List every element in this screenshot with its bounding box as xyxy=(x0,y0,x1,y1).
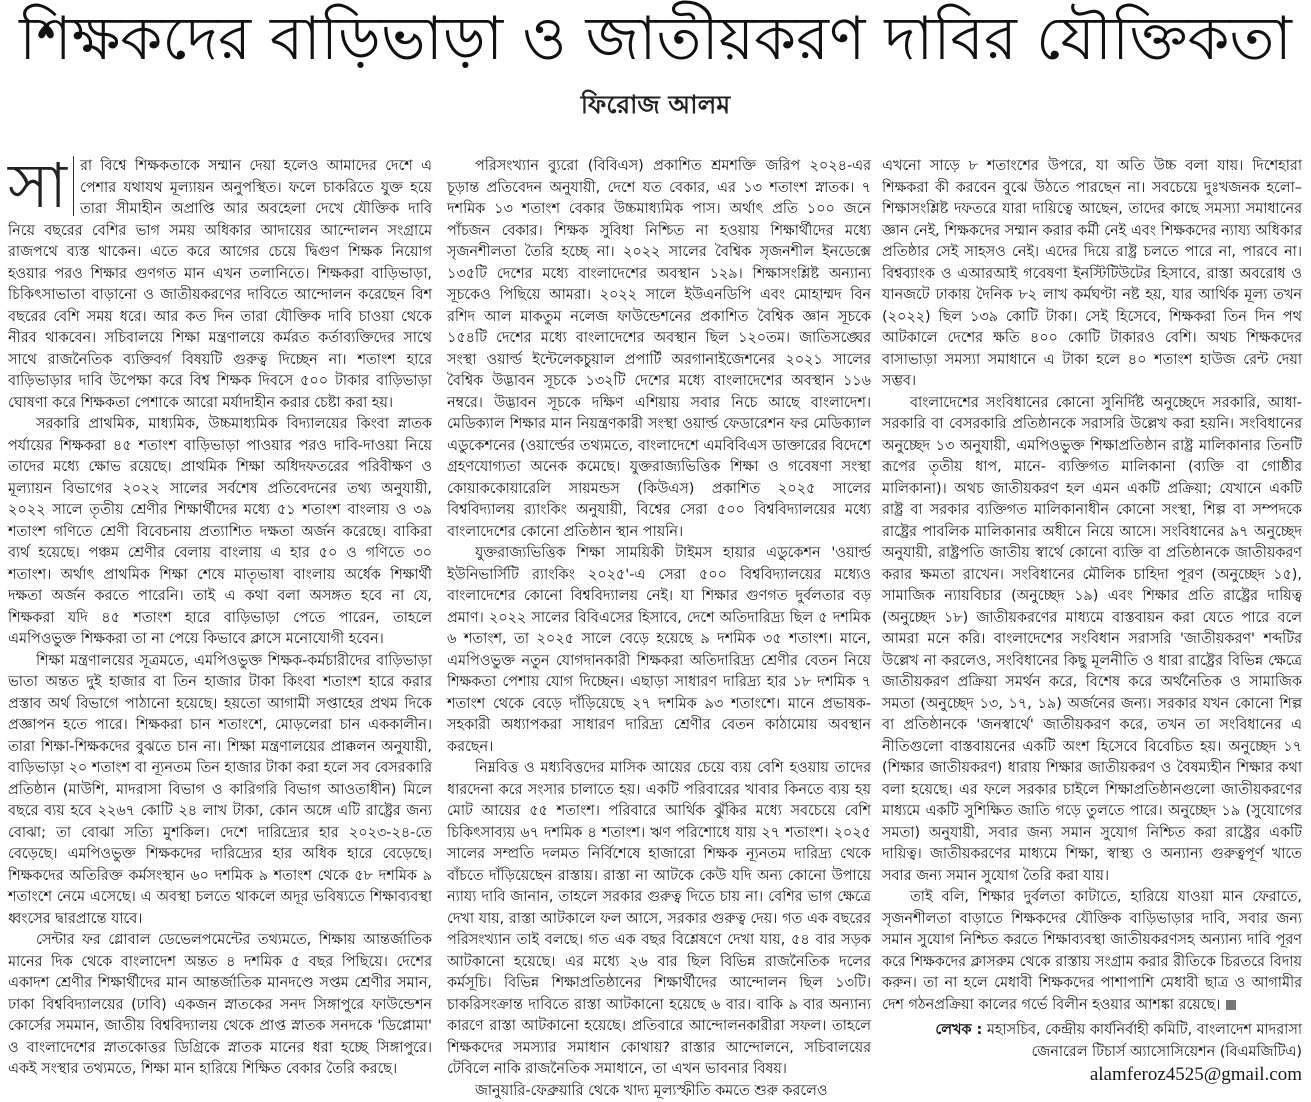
paragraph: এখনো সাড়ে ৮ শতাংশের উপরে, যা অতি উচ্চ বলা যায়। দিশেহারা শিক্ষকরা কী করবেন বুঝে উঠতে পারছেন না। সবচেয়ে দুঃখজনক হলো– শিক্ষাসংশ্লিষ্ট দফতরে যারা দায়িত্বে আছেন, তাদের কাছে সমস্যা সমাধানের জ্ঞান নেই, শিক্ষকদের সম্মান করার কর্মী নেই এবং শিক্ষকদের ন্যায্য অধিকার প্রতিষ্ঠার সেই সাহসও নেই। এদের দিয়ে রাষ্ট্র চলতে পারে না, পারবে না। বিশ্বব্যাংক ও এআরআই গবেষণা ইনস্টিটিউটের হিসাবে, রাস্তা অবরোধ ও যানজটে ঢাকায় দৈনিক ৮২ লাখ কর্মঘণ্টা নষ্ট হয়, যার আর্থিক মূল্য তখন (২০২২) ছিল ১৩৯ কোটি টাকা। সেই হিসেবে, শিক্ষকরা তিন দিন পথ আটকালে দেশের ক্ষতি ৪০০ কোটি টাকারও বেশি। অথচ শিক্ষকদের বাসাভাড়া সমস্যা সমাধানে এ টাকা হলে ৪০ শতাংশ হাউজ রেন্ট দেয়া সম্ভব। xyxy=(882,156,1302,393)
paragraph: বাংলাদেশের সংবিধানের কোনো সুনির্দিষ্ট অনুচ্ছেদে সরকারি, আধা-সরকারি বা বেসরকারি প্রতিষ্ঠানকে সরাসরি উল্লেখ করা হয়নি। সংবিধানের অনুচ্ছেদ ১৩ অনুযায়ী, এমপিওভুক্ত শিক্ষাপ্রতিষ্ঠান রাষ্ট্র মালিকানার তিনটি রূপের তৃতীয় ধাপ, মানে- ব্যক্তিগত মালিকানা (ব্যক্তি বা গোষ্ঠীর মালিকানা)। অথচ জাতীয়করণ হল এমন একটি প্রক্রিয়া; যেখানে একটি রাষ্ট্র বা সরকার ব্যক্তিগত মালিকানাধীন কোনো সংস্থা, শিল্প বা সম্পদকে রাষ্ট্রের পাবলিক মালিকানার অধীনে নিয়ে আসে। সংবিধানের ৯৭ অনুচ্ছেদ অনুযায়ী, রাষ্ট্রপতি জাতীয় স্বার্থে কোনো ব্যক্তি বা প্রতিষ্ঠানকে জাতীয়করণ করার ক্ষমতা রাখেন। সংবিধানের মৌলিক চাহিদা পূরণ (অনুচ্ছেদ ১৫), সামাজিক ন্যায়বিচার (অনুচ্ছেদ ১৯) এবং শিক্ষার প্রতি রাষ্ট্রের দায়িত্ব (অনুচ্ছেদ ১৮) জাতীয়করণের মাধ্যমে বাস্তবায়ন করা যেতে পারে বলে আমরা মনে করি। বাংলাদেশের সংবিধান সরাসরি 'জাতীয়করণ' শব্দটির উল্লেখ না করলেও, সংবিধানের কিছু মূলনীতি ও ধারা রাষ্ট্রের বিভিন্ন ক্ষেত্রে জাতীয়করণ প্রক্রিয়া সমর্থন করে, বিশেষ করে অর্থনৈতিক ও সামাজিক সমতা (অনুচ্ছেদ ১৩, ১৭, ১৯) অর্জনের জন্য। সরকার যখন কোনো শিল্প বা প্রতিষ্ঠানকে 'জনস্বার্থে' জাতীয়করণ করে, তখন তা সংবিধানের এ নীতিগুলো বাস্তবায়নের একটি অংশ হিসেবে বিবেচিত হয়। অনুচ্ছেদ ১৭ (শিক্ষার জাতীয়করণ) ধারায় শিক্ষার জাতীয়করণ ও বৈষম্যহীন শিক্ষার কথা বলা হয়েছে। এর ফলে সরকার চাইলে শিক্ষাপ্রতিষ্ঠানগুলো জাতীয়করণের মাধ্যমে একটি সুশিক্ষিত জাতি গড়ে তুলতে পারে। অনুচ্ছেদ ১৯ (সুযোগের সমতা) অনুযায়ী, সবার জন্য সমান সুযোগ নিশ্চিত করা রাষ্ট্রের একটি দায়িত্ব। জাতীয়করণের মাধ্যমে শিক্ষা, স্বাস্থ্য ও অন্যান্য গুরুত্বপূর্ণ খাতে সবার জন্য সমান সুযোগ তৈরি করা যায়। xyxy=(882,393,1302,888)
paragraph: যুক্তরাজ্যভিত্তিক শিক্ষা সাময়িকী টাইমস হায়ার এডুকেশন 'ওয়ার্ল্ড ইউনিভার্সিটি র‍্যাংকিং ২০২৫'-এ সেরা ৫০০ বিশ্ববিদ্যালয়ের মধ্যেও বাংলাদেশের কোনো বিশ্ববিদ্যালয় নেই। যা শিক্ষার গুণগত দুর্বলতার বড় প্রমাণ। ২০২২ সালের বিবিএসের হিসাবে, দেশে অতিদারিদ্র্য ছিল ৫ দশমিক ৬ শতাংশ, তা ২০২৫ সালে বেড়ে হয়েছে ৯ দশমিক ৩৫ শতাংশ। মানে, এমপিওভুক্ত নতুন যোগদানকারী শিক্ষকরা অতিদারিদ্র্য শ্রেণীর বেতন নিয়ে শিক্ষকতা পেশায় যোগ দিচ্ছেন। এছাড়া সাধারণ দারিদ্র্য হার ১৮ দশমিক ৭ শতাংশ থেকে বেড়ে দাঁড়িয়েছে ২৭ দশমিক ৯৩ শতাংশে। মানে প্রভাষক- সহকারী অধ্যাপকরা সাধারণ দারিদ্র্য শ্রেণীর বেতন কাঠামোয় অবস্থান করছেন। xyxy=(447,543,871,758)
author-bio-label: লেখক : xyxy=(935,1022,982,1038)
paragraph: শিক্ষা মন্ত্রণালয়ের সূত্রমতে, এমপিওভুক্ত শিক্ষক-কর্মচারীদের বাড়িভাড়া ভাতা অন্তত দুই হাজার বা তিন হাজার টাকা কিংবা শতাংশ হারে করার প্রস্তাব অর্থ বিভাগে পাঠানো হয়েছে। হয়তো আগামী সপ্তাহের প্রথম দিকে প্রজ্ঞাপন হতে পারে। শিক্ষকরা চান শতাংশে, মোড়লেরা চান এককালীন। তারা শিক্ষা-শিক্ষকদের বুঝতে চান না। শিক্ষা মন্ত্রণালয়ের প্রাক্কলন অনুযায়ী, বাড়িভাড়া ২০ শতাংশ বা ন্যূনতম তিন হাজার টাকা করা হলে সব বেসরকারি প্রতিষ্ঠান (মাউশি, মাদরাসা বিভাগ ও কারিগরি বিভাগ আওতাধীন) মিলে বছরে ব্যয় হবে ২২৬৭ কোটি ২৪ লাখ টাকা, কোন অঙ্গে এটি রাষ্ট্রের জন্য বোঝা; তা বোঝা সত্যি মুশকিল। দেশে দারিদ্র্যের হার ২০২৩-২৪-তে বেড়েছে। এমপিওভুক্ত শিক্ষকদের দারিদ্র্যের হার অধিক হারে বেড়েছে। শিক্ষকদের অতিরিক্ত কর্মসংস্থান ৬০ দশমিক ৯ শতাংশ থেকে ৫৮ দশমিক ৯ শতাংশে নেমে এসেছে। এ অবস্থা চলতে থাকলে অদূর ভবিষ্যতে শিক্ষাব্যবস্থা ধ্বংসের দ্বারপ্রান্তে যাবে। xyxy=(8,651,432,931)
author-email[interactable]: alamferoz4525@gmail.com xyxy=(882,1063,1302,1087)
author-bio xyxy=(882,1020,1302,1063)
end-mark-icon xyxy=(1226,1000,1236,1010)
paragraph xyxy=(882,887,1302,1016)
paragraph-text: রা বিশ্বে শিক্ষকতাকে সম্মান দেয়া হলেও আমাদের দেশে এ পেশার যথাযথ মূল্যায়ন অনুপস্থিত। ফলে চাকরিতে যুক্ত হয়ে তারা সীমাহীন অপ্রাপ্তি আর অবহেলা দেখে যৌক্তিক দাবি নিয়ে বছরের বেশির ভাগ সময় অধিকার আদায়ের আন্দোলন সংগ্রামে রাজপথে ব্যস্ত থাকেন। এতে করে আগের চেয়ে দ্বিগুণ শিক্ষক নিয়োগ হওয়ার পরও শিক্ষার গুণগত মান এখন তলানিতে। শিক্ষকরা বাড়িভাড়া, চিকিৎসাভাতা বাড়ানো ও জাতীয়করণের দাবিতে আন্দোলন করেছেন বিশ বছরের বেশি সময় ধরে। আর কত দিন তারা যৌক্তিক দাবি চাওয়া থেকে নীরব থাকবেন। সচিবালয়ে শিক্ষা মন্ত্রণালয়ে কর্মরত কর্তাব্যক্তিদের সাথে সাথে রাজনৈতিক ব্যক্তিবর্গ বিষয়টি গুরুত্ব দিচ্ছেন না। শতাংশ হারে বাড়িভাড়ার দাবি উপেক্ষা করে বিশ্ব শিক্ষক দিবসে ৫০০ টাকার বাড়িভাড়া ঘোষণা করে শিক্ষকতা পেশাকে আরো মর্যাদাহীন করার চেষ্টা করা হয়। xyxy=(8,158,432,411)
column-2 xyxy=(447,156,871,1102)
paragraph: সেন্টার ফর গ্লোবাল ডেভেলপমেন্টের তথ্যমতে, শিক্ষায় আন্তর্জাতিক মানের দিক থেকে বাংলাদেশ অন্তত ৪ দশমিক ৫ বছর পিছিয়ে। দেশের একাদশ শ্রেণীর শিক্ষার্থীদের মান আন্তর্জাতিক মানদণ্ডে সপ্তম শ্রেণীর সমান, ঢাকা বিশ্ববিদ্যালয়ের (ঢাবি) একজন স্নাতকের সনদ সিঙ্গাপুরে ফাউন্ডেশন কোর্সের সমমান, জাতীয় বিশ্ববিদ্যালয় থেকে প্রাপ্ত স্নাতক সনদকে 'ডিপ্লোমা' ও বাংলাদেশের স্নাতকোত্তর ডিগ্রিকে স্নাতক মানের ধরা হচ্ছে সিঙ্গাপুরে। একই সংস্থার তথ্যমতে, শিক্ষা মান হারিয়ে শিক্ষিত বেকার তৈরি করছে। xyxy=(8,930,432,1081)
paragraph xyxy=(8,156,432,414)
paragraph: নিম্নবিত্ত ও মধ্যবিত্তদের মাসিক আয়ের চেয়ে ব্যয় বেশি হওয়ায় তাদের ধারদেনা করে সংসার চালাতে হয়। একটি পরিবারের খাবার কিনতে ব্যয় হয় মোট আয়ের ৫৫ শতাংশ। পরিবারে আর্থিক ঝুঁকির মধ্যে সবচেয়ে বেশি চিকিৎসাব্যয় ৬৭ দশমিক ৪ শতাংশ। ঋণ পরিশোধে যায় ২৭ শতাংশ। ২০২৫ সালের সম্প্রতি দলমত নির্বিশেষে হাজারো শিক্ষক ন্যূনতম দারিদ্র্য থেকে বাঁচতে দাঁড়িয়েছেন রাস্তায়। রাস্তা না আটকে কেউ যদি অন্য কোনো উপায়ে ন্যায্য দাবি জানান, তাহলে সরকার গুরুত্ব দিতে চায় না। বেশির ভাগ ক্ষেত্রে দেখা যায়, রাস্তা আটকালে ফল আসে, সরকার গুরুত্ব দেয়। গত এক বছরের পরিসংখ্যান তাই বলছে। গত এক বছর বিশ্লেষণে দেখা যায়, ৫৪ বার সড়ক আটকানো হয়েছে। এর মধ্যে ২৬ বার ছিল বিভিন্ন রাজনৈতিক দলের কর্মসূচি। বিভিন্ন শিক্ষাপ্রতিষ্ঠানের শিক্ষার্থীদের আন্দোলন ছিল ১৩টি। চাকরিসংক্রান্ত দাবিতে রাস্তা আটকানো হয়েছে ৬ বার। বাকি ৯ বার অন্যান্য কারণে রাস্তা আটকানো হয়েছে। প্রতিবারে আন্দোলনকারীরা সফল। তাহলে শিক্ষকদের সমস্যার সমাধান কোথায়? রাস্তার আন্দোলনে, সচিবালয়ের টেবিলে নাকি রাজনৈতিক সমাধানে, তা এখন ভাবনার বিষয়। xyxy=(447,758,871,1081)
column-1 xyxy=(8,156,432,1081)
paragraph: জানুয়ারি-ফেব্রুয়ারি থেকে খাদ্য মূল্যস্ফীতি কমতে শুরু করলেও xyxy=(447,1081,871,1102)
headline: শিক্ষকদের বাড়িভাড়া ও জাতীয়করণ দাবির যৌক্তিকতা xyxy=(0,2,1311,76)
byline-author: ফিরোজ আলম xyxy=(0,88,1311,122)
paragraph: সরকারি প্রাথমিক, মাধ্যমিক, উচ্চমাধ্যমিক বিদ্যালয়ের কিংবা স্নাতক পর্যায়ের শিক্ষকরা ৪৫ শতাংশ বাড়িভাড়া পাওয়ার পরও দাবি-দাওয়া নিয়ে তাদের মধ্যে ক্ষোভ রয়েছে। প্রাথমিক শিক্ষা অধিদফতরের পরিবীক্ষণ ও মূল্যায়ন বিভাগের ২০২২ সালের সর্বশেষ প্রতিবেদনের তথ্য অনুযায়ী, ২০২২ সালে তৃতীয় শ্রেণীর শিক্ষার্থীদের মধ্যে ৫১ শতাংশ বাংলায় ও ৩৯ শতাংশ গণিতে শ্রেণী বিবেচনায় প্রত্যাশিত দক্ষতা অর্জন করেছে। বাকিরা ব্যর্থ হয়েছে। পঞ্চম শ্রেণীর বেলায় বাংলায় এ হার ৫০ ও গণিতে ৩০ শতাংশ। অর্থাৎ প্রাথমিক শিক্ষা শেষে মাতৃভাষা বাংলায় অর্ধেক শিক্ষার্থী দক্ষতা অর্জন করতে পারেনি। তাই এ কথা বলা অসঙ্গত হবে না যে, শিক্ষকরা যদি ৪৫ শতাংশ হারে বাড়িভাড়া পেতে পারেন, তাহলে এমপিওভুক্ত শিক্ষকরা তা না পেয়ে কিভাবে ক্লাসে মনোযোগী হবেন। xyxy=(8,414,432,651)
author-bio-text: মহাসচিব, কেন্দ্রীয় কার্যনির্বাহী কমিটি, বাংলাদেশ মাদরাসা জেনারেল টিচার্স অ্যাসোসিয়েশন (বিএমজিটিএ) xyxy=(987,1022,1302,1060)
drop-cap: সা xyxy=(8,156,74,216)
paragraph: পরিসংখ্যান ব্যুরো (বিবিএস) প্রকাশিত শ্রমশক্তি জরিপ ২০২৪-এর চূড়ান্ত প্রতিবেদন অনুযায়ী, দেশে যত বেকার, এর ১৩ শতাংশ স্নাতক। ৭ দশমিক ১৩ শতাংশ বেকার উচ্চমাধ্যমিক পাস। অর্থাৎ প্রতি ১০০ জনে পাঁচজন বেকার। শিক্ষক সুবিধা নিশ্চিত না হওয়ায় শিক্ষার্থীদের মধ্যে সৃজনশীলতা তৈরি হচ্ছে না। ২০২২ সালের বৈশ্বিক সৃজনশীল ইনডেক্সে ১৩৫টি দেশের মধ্যে বাংলাদেশের অবস্থান ১২৯। শিক্ষাসংশ্লিষ্ট অন্যান্য সূচকেও পিছিয়ে আমরা। ২০২২ সালে ইউএনডিপি এবং মোহাম্মদ বিন রশিদ আল মাকতুম নলেজ ফাউন্ডেশনের প্রকাশিত বৈশ্বিক জ্ঞান সূচকে ১৫৪টি দেশের মধ্যে বাংলাদেশের অবস্থান ছিল ১২০তম। জাতিসঙ্ঘের সংস্থা ওয়ার্ল্ড ইন্টেলেকচুয়াল প্রপার্টি অরগানাইজেশনের ২০২১ সালের বৈশ্বিক উদ্ভাবন সূচকে ১৩২টি দেশের মধ্যে বাংলাদেশের অবস্থান ১১৬ নম্বরে। উদ্ভাবন সূচকে দক্ষিণ এশিয়ায় সবার নিচে আছে বাংলাদেশ। মেডিক্যাল শিক্ষার মান নিয়ন্ত্রণকারী সংস্থা ওয়ার্ল্ড ফেডারেশন ফর মেডিক্যাল এডুকেশনের (ওয়ার্ল্ডের তথ্যমতে, বাংলাদেশে এমবিবিএস ডাক্তারের বিদেশে গ্রহণযোগ্যতা অনেক কমেছে। যুক্তরাজ্যভিত্তিক শিক্ষা ও গবেষণা সংস্থা কোয়াককোয়ারেলি সায়মন্ডস (কিউএস) প্রকাশিত ২০২৫ সালের বিশ্ববিদ্যালয় র‍্যাংকিং অনুযায়ী, বিশ্বের সেরা ৫০০ বিশ্ববিদ্যালয়ের মধ্যে বাংলাদেশের কোনো প্রতিষ্ঠান স্থান পায়নি। xyxy=(447,156,871,543)
paragraph-text: তাই বলি, শিক্ষার দুর্বলতা কাটাতে, হারিয়ে যাওয়া মান ফেরাতে, সৃজনশীলতা বাড়াতে শিক্ষকদের যৌক্তিক বাড়িভাড়ার দাবি, সবার জন্য সমান সুযোগ নিশ্চিত করতে শিক্ষাব্যবস্থা জাতীয়করণসহ অন্যান্য দাবি পূরণ করে শিক্ষকদের ক্লাসরুম থেকে রাস্তায় সংগ্রাম করার রীতিকে চিরতরে বিদায় করুন। তা না হলে মেধাবী শিক্ষকদের পাশাপাশি মেধাবী ছাত্র ও আগামীর দেশ গঠনপ্রক্রিয়া কালের গর্ভে বিলীন হওয়ার আশঙ্কা রয়েছে। xyxy=(882,889,1302,1013)
column-3 xyxy=(882,156,1302,1087)
